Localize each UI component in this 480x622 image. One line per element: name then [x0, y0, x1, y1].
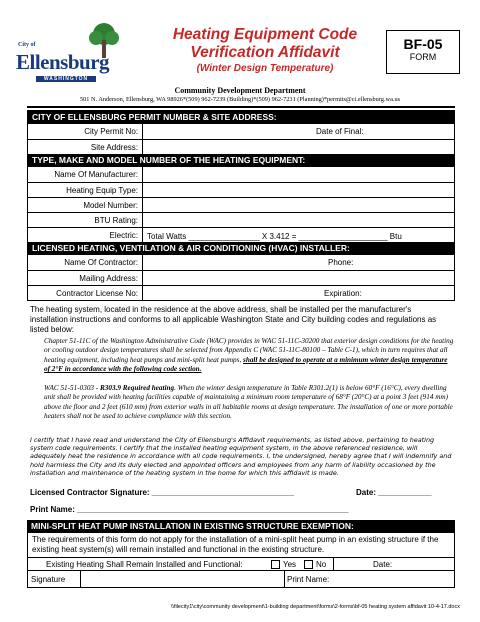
- form-label: FORM: [409, 52, 437, 62]
- wac-ref: WAC 51-51-0303 -: [44, 384, 100, 392]
- row-manufacturer: [28, 167, 454, 182]
- yes-label: Yes: [283, 560, 297, 569]
- expiration-input[interactable]: [373, 286, 454, 300]
- row-permit: [28, 124, 454, 139]
- license-input[interactable]: [144, 286, 314, 300]
- equip-type-input[interactable]: [144, 183, 454, 197]
- department-name: Community Development Department: [174, 86, 306, 95]
- title-line-1: Heating Equipment Code: [172, 26, 358, 43]
- no-checkbox[interactable]: [304, 560, 313, 569]
- date-final-label: Date of Final:: [316, 127, 364, 136]
- yes-checkbox[interactable]: [271, 560, 280, 569]
- exemption-signature-label: Signature: [31, 575, 66, 584]
- model-label: Model Number:: [83, 201, 138, 210]
- contractor-input[interactable]: [144, 255, 314, 270]
- section-equipment-header: TYPE, MAKE AND MODEL NUMBER OF THE HEATING EQUIPMENT:: [28, 154, 454, 167]
- contractor-signature-line[interactable]: Licensed Contractor Signature: ________________________________: [30, 488, 295, 497]
- title-line-2: Verification Affidavit: [190, 44, 340, 61]
- row-site-address: [28, 139, 454, 154]
- section-installer-header: LICENSED HEATING, VENTILATION & AIR CONDITIONING (HVAC) INSTALLER:: [28, 242, 454, 255]
- header-divider: [27, 106, 455, 108]
- signature-date-line[interactable]: Date: ____________: [356, 488, 432, 497]
- section-permit-header: CITY OF ELLENSBURG PERMIT NUMBER & SITE ADDRESS:: [28, 111, 454, 124]
- department-address: 501 N. Anderson, Ellensburg, WA 98926*(509) 962-7239 (Building)*(509) 962-7231 (Planning)*permits@ci.ellensburg.wa.us: [79, 96, 401, 103]
- city-logo: [14, 20, 134, 82]
- row-btu: [28, 212, 454, 227]
- wac-r303-paragraph: [44, 384, 454, 422]
- logo-name: Ellensburg: [16, 50, 110, 74]
- file-path-footer: \\filecity1\city\community development\1-building department\forms\2-forms\bf-05 heating system affidavit 10-4-17.docx: [170, 604, 460, 610]
- row-mailing: [28, 270, 454, 285]
- exemption-print-name-label: Print Name:: [287, 575, 330, 584]
- exemption-print-name-input[interactable]: [338, 571, 454, 587]
- model-input[interactable]: [144, 198, 454, 212]
- form-title: [150, 26, 380, 75]
- phone-input[interactable]: [358, 255, 454, 270]
- exemption-text: The requirements of this form do not apply for the installation of a mini-split heat pump in an existing structure if the existing heat system(s) will remain installed and functional in the existing structure.: [27, 533, 455, 557]
- equip-type-label: Heating Equip Type:: [66, 186, 138, 195]
- certification-paragraph: I certify that I have read and understand the City of Ellensburg's Affidavit requirements, as listed above, pertaining to heating system code requirements. I certify that the installed heating equipment system, in the above referenced residence, will adequately heat the residence in accordance with all code requirements. I, the undersigned, hereby agree that I will indemnify and hold harmless the City and its duly elected and appointed officers and employees from any harm of liability occasioned by the installation and maintenance of the heating system in the home for which this affidavit is made.: [30, 436, 452, 477]
- form-code: BF-05: [403, 36, 443, 52]
- logo-city-of: City of: [18, 42, 36, 48]
- electric-label: Electric:: [109, 231, 138, 240]
- row-electric: [28, 227, 454, 242]
- section-exemption-header: MINI-SPLIT HEAT PUMP INSTALLATION IN EXISTING STRUCTURE EXEMPTION:: [27, 520, 455, 533]
- mailing-label: Mailing Address:: [79, 274, 138, 283]
- btu-input[interactable]: [144, 213, 454, 227]
- exemption-date-label: Date:: [373, 560, 393, 569]
- existing-label: Existing Heating Shall Remain Installed and Functional:: [46, 560, 243, 569]
- permit-label: City Permit No:: [84, 127, 138, 136]
- electric-formula[interactable]: Total Watts ________________ X 3.412 = ____________________ Btu: [147, 232, 402, 241]
- wac-chapter-paragraph: [44, 337, 454, 375]
- exemption-signature-input[interactable]: [82, 571, 282, 587]
- mailing-input[interactable]: [144, 271, 454, 285]
- row-existing: [27, 557, 455, 571]
- manufacturer-input[interactable]: [144, 167, 454, 182]
- wac-bold: R303.9 Required heating: [100, 384, 175, 392]
- phone-label: Phone:: [328, 258, 354, 267]
- expiration-label: Expiration:: [324, 289, 362, 298]
- title-line-3: (Winter Design Temperature): [196, 63, 334, 74]
- no-label: No: [316, 560, 327, 569]
- btu-label: BTU Rating:: [94, 216, 138, 225]
- row-exemption-signature: [27, 571, 455, 588]
- chapter-emphasis: shall be designed to operate at a minimum winter design temperature of 2°F in accordance with the following code section.: [44, 355, 448, 374]
- site-address-input[interactable]: [144, 140, 454, 154]
- permit-input[interactable]: [144, 124, 304, 139]
- row-model: [28, 197, 454, 212]
- date-final-input[interactable]: [373, 124, 454, 139]
- form-code-box: [386, 30, 460, 74]
- wac-text: . When the winter design temperature in Table R301.2(1) is below 60°F (16°C), every dwelling unit shall be provided with heating facilities capable of maintaining a minimum room temperature of 68°F (20°C) at a point 3 feet (914 mm) above the floor and 2 feet (610 mm) from exterior walls in all habitable rooms at design temperature. The installation of one or more portable heaters shall not be used to achieve compliance with this section.: [44, 384, 453, 421]
- row-contractor: [28, 255, 454, 270]
- chapter-text: Chapter 51-11C of the Washington Administrative Code (WAC) provides in WAC 51-11C-30200 that exterior design conditions for the heating or cooling outdoor design temperatures shall be selected from Appendix C (WAC 51-11C-80100 – Table C-1), which in turn requires that all heating equipment, including heat pumps and mini-split heat pumps,: [44, 337, 454, 364]
- row-equip-type: [28, 182, 454, 197]
- site-address-label: Site Address:: [90, 143, 138, 152]
- row-license: [28, 285, 454, 300]
- license-label: Contractor License No:: [56, 289, 138, 298]
- intro-paragraph: The heating system, located in the residence at the above address, shall be installed per the manufacturer's installation instructions and conforms to all applicable Washington State and City building codes and regulations as listed below:: [30, 305, 437, 334]
- manufacturer-label: Name Of Manufacturer:: [54, 170, 138, 179]
- exemption-section: [27, 520, 455, 584]
- print-name-line[interactable]: Print Name: _____________________________________________________________: [30, 505, 349, 514]
- logo-state: WASHINGTON: [36, 76, 96, 82]
- contractor-label: Name Of Contractor:: [64, 258, 138, 267]
- info-form: [27, 110, 455, 301]
